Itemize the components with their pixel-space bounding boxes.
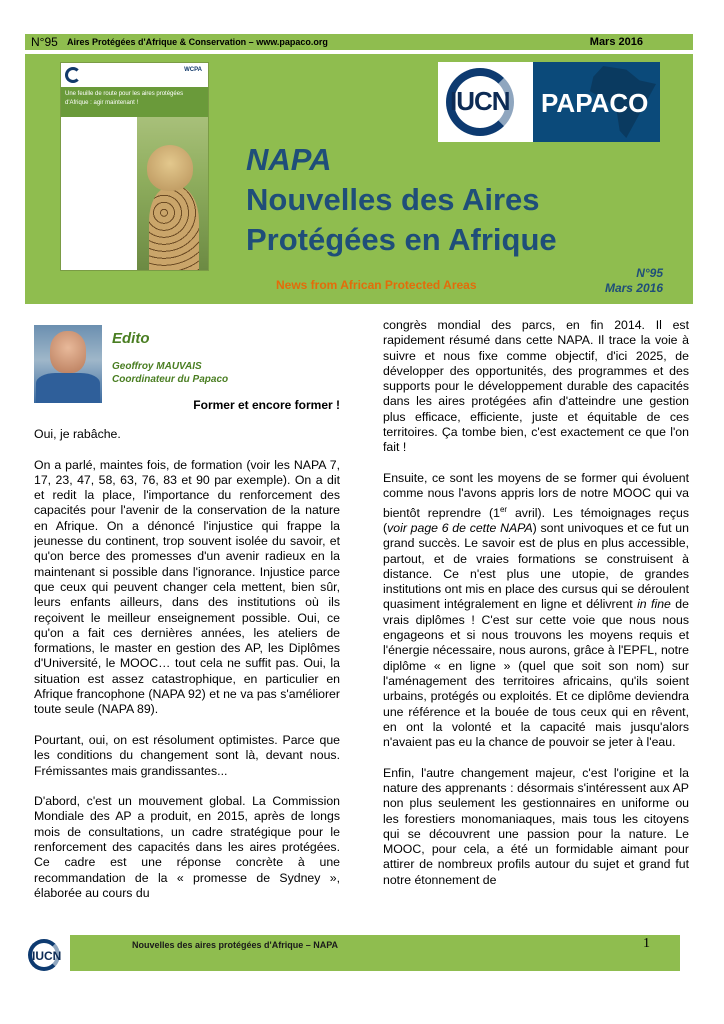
edito-subheading: Former et encore former ! — [193, 398, 340, 412]
cheetah-image — [137, 117, 208, 270]
title-napa: NAPA — [246, 142, 332, 177]
article-column-left — [34, 427, 340, 935]
masthead-issue-date: Mars 2016 — [604, 281, 663, 295]
paragraph: congrès mondial des parcs, en fin 2014. Il est rapidement résumé dans cette NAPA. Il trace la voie à suivre et nous fixe comme objectif, d'ici 2025, de développer des opportunités, des programmes et des supports pour le développement durable des capacités dans les aires protégées afin d'atteindre une gestion plus efficace, efficiente, juste et équitable de ces territoires. Ça tombe bien, c'est exactement ce que l'on fait ! — [383, 318, 689, 455]
footer-text: Nouvelles des aires protégées d'Afrique – NAPA — [132, 940, 339, 950]
author-role: Coordinateur du Papaco — [112, 374, 229, 385]
cover-wcpa-logo: WCPA — [184, 67, 202, 73]
paragraph: Ensuite, ce sont les moyens de se former qui évoluent comme nous l'avons appris lors de notre MOOC qui va bientôt reprendre (1er avril). Les témoignages reçus (voir page 6 de cette NAPA) sont univoques et ce fut un grand succès. Le savoir est de plus en plus accessible, partout, et de vraies formations se construisent à distance. Ce n'est plus une utopie, de grandes institutions ont mis en place des cursus qui se déroulent quasiment intégralement en ligne et délivrent in fine de vrais diplômes ! C'est sur cette voie que nous nous engageons et si nous trouvons les moyens requis et l'énergie nécessaire, nous aurons, grâce à l'EPFL, notre diplôme « en ligne » (quel que soit son nom) sur l'aménagement des territoires africains, qu'ils soient urbains, protégés ou exploités. Et ce diplôme deviendra une référence et la bouée de tous ceux qui en rêvent, en ont la volonté et la capacité mais jusqu'alors n'avaient pas eu la chance de pouvoir se jeter à l'eau. — [383, 470, 689, 750]
title-line-3: Protégées en Afrique — [246, 222, 557, 257]
cover-iucn-logo — [65, 67, 81, 83]
paragraph: Pourtant, oui, on est résolument optimistes. Parce que les conditions du changement sont là, devant nous. Frémissantes mais grandissantes... — [34, 732, 340, 778]
page-number: 1 — [643, 936, 650, 951]
iucn-logo: IUCN — [438, 62, 533, 142]
paragraph: Oui, je rabâche. — [34, 427, 121, 441]
issue-date: Mars 2016 — [589, 36, 643, 48]
masthead-issue-number: N°95 — [636, 266, 663, 280]
title-line-2: Nouvelles des Aires — [246, 182, 540, 217]
author-block — [112, 360, 228, 386]
masthead-banner — [25, 54, 693, 304]
author-name: Geoffroy MAUVAIS — [112, 361, 202, 372]
papaco-logo: PAPACO — [533, 62, 660, 142]
edito-heading: Edito — [112, 330, 150, 347]
footer-iucn-logo: IUCN — [26, 938, 70, 972]
english-subtitle: News from African Protected Areas — [276, 278, 477, 292]
masthead-issue — [605, 266, 663, 296]
partner-logos — [438, 62, 660, 142]
footer-bar — [70, 935, 680, 971]
cover-thumbnail — [60, 62, 209, 271]
newsletter-title — [246, 140, 557, 260]
article-column-right — [383, 318, 689, 935]
author-photo — [34, 325, 102, 403]
cover-title: Une feuille de route pour les aires protégées d'Afrique : agir maintenant ! — [61, 87, 208, 117]
publication-line: Aires Protégées d'Afrique & Conservation – www.papaco.org — [67, 37, 328, 47]
issue-number: N°95 — [31, 35, 58, 49]
paragraph: D'abord, c'est un mouvement global. La Commission Mondiale des AP a produit, en 2015, après de longs mois de consultations, un cadre stratégique pour le renforcement des capacités dans les aires protégées. Ce cadre est une réponse concrète à une recommandation de la « promesse de Sydney », élaborée au cours du — [34, 794, 340, 900]
paragraph: Enfin, l'autre changement majeur, c'est l'origine et la nature des apprenants : désormais s'intéressent aux AP non plus seulement les gestionnaires en uniforme ou les forestiers monomaniaques, mais tous les citoyens qui se découvrent une passion pour la nature. Le MOOC, pour cela, a été un formidable aimant pour attirer de nombreux profils autour du sujet et grand fut notre étonnement de — [383, 765, 689, 887]
top-bar — [25, 34, 693, 50]
paragraph: On a parlé, maintes fois, de formation (voir les NAPA 7, 17, 23, 47, 58, 63, 76, 83 et 90 par exemple). On a dit et redit la place, l'importance du renforcement des capacités pour l'avenir de la conservation de la nature en Afrique. On a dénoncé l'injustice qui frappe la jeunesse du continent, trop souvent isolée du savoir, et qu'on berce des promesses d'un avenir radieux en la maintenant si possible dans l'ignorance. Injustice parce que ceux qui peuvent changer cela mettent, bien sûr, leurs enfants ailleurs, dans des institutions où ils reçoivent le meilleur enseignement possible. Oui, ce qu'on a fait ces dernières années, les ateliers de formations, le master en gestion des AP, les Diplômes d'Université, le MOOC… tout cela ne suffit pas. Oui, la situation est assez catastrophique, en particulier en Afrique francophone (NAPA 92) et ne va pas s'améliorer toute seule (NAPA 89). — [34, 457, 340, 717]
